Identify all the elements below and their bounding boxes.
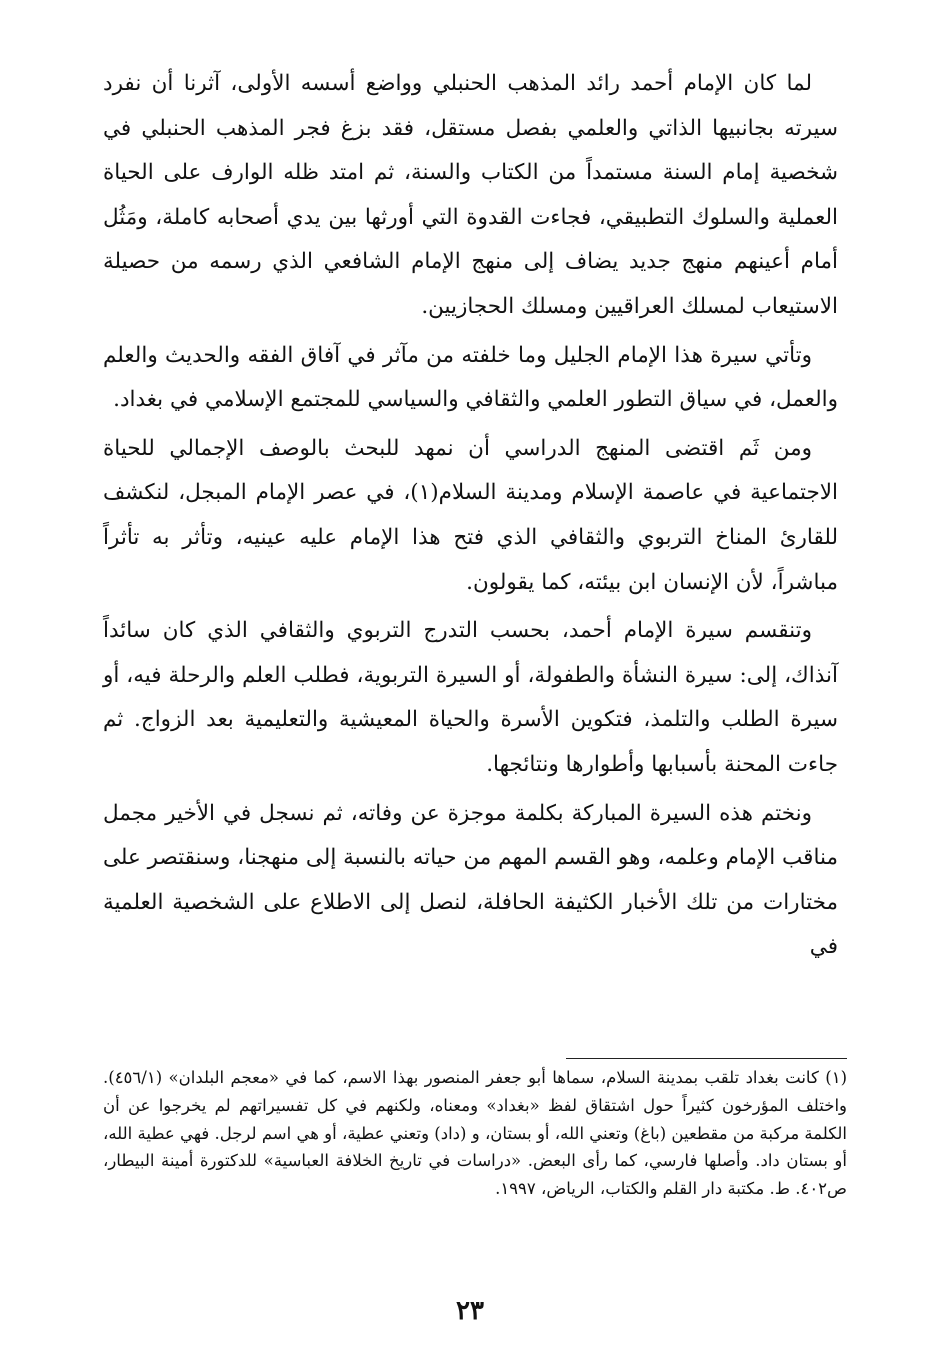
paragraph-2: وتأتي سيرة هذا الإمام الجليل وما خلفته من مآثر في آفاق الفقه والحديث والعلم والعمل، في سياق التطور العلمي والثقافي والسياسي للمجتمع الإسلامي في بغداد. bbox=[103, 342, 838, 413]
footnote-separator bbox=[566, 1058, 847, 1059]
paragraph-5: ونختم هذه السيرة المباركة بكلمة موجزة عن وفاته، ثم نسجل في الأخير مجمل مناقب الإمام وعلمه، وهو القسم المهم من حياته بالنسبة إلى منهجنا، وسنقتصر على مختارات من تلك الأخبار الكثيفة الحافلة، لنصل إلى الاطلاع على الشخصية العلمية في bbox=[102, 800, 838, 960]
page-number: ٢٣ bbox=[456, 1296, 484, 1326]
main-text bbox=[103, 62, 838, 974]
paragraph-3: ومن ثَم اقتضى المنهج الدراسي أن نمهد للبحث بالوصف الإجمالي للحياة الاجتماعية في عاصمة الإسلام ومدينة السلام(١)، في عصر الإمام المبجل، لنكشف للقارئ المناخ التربوي والثقافي الذي فتح هذا الإمام عليه عينيه، وتأثر به تأثراً مباشراً، لأن الإنسان ابن بيئته، كما يقولون. bbox=[103, 435, 838, 595]
paragraph-4: وتنقسم سيرة الإمام أحمد، بحسب التدرج التربوي والثقافي الذي كان سائداً آنذاك، إلى: سيرة النشأة والطفولة، أو السيرة التربوية، فطلب العلم والرحلة فيه، أو سيرة الطلب والتلمذ، فتكوين الأسرة والحياة المعيشية والتعليمية بعد الزواج. ثم جاءت المحنة بأسبابها وأطوارها ونتائجها. bbox=[103, 618, 838, 777]
paragraph-1: لما كان الإمام أحمد رائد المذهب الحنبلي وواضع أسسه الأولى، آثرنا أن نفرد سيرته بجانبيها الذاتي والعلمي بفصل مستقل، فقد بزغ فجر المذهب الحنبلي في شخصية إمام السنة مستمداً من الكتاب والسنة، ثم امتد ظله الوارف على الحياة العملية والسلوك التطبيقي، فجاءت القدوة التي أورثها بين يدي أصحابه كاملة، ومَثُل أمام أعينهم منهج جديد يضاف إلى منهج الإمام الشافعي الذي رسمه من حصيلة الاستيعاب لمسلك العراقيين ومسلك الحجازيين. bbox=[103, 71, 838, 319]
footnotes bbox=[103, 1064, 847, 1203]
footnote-1: (١) كانت بغداد تلقب بمدينة السلام، سماها أبو جعفر المنصور بهذا الاسم، كما في «معجم البلدان» (٤٥٦/١). واختلف المؤرخون كثيراً حول اشتقاق لفظ «بغداد» ومعناه، ولكنهم في كل تفسيراتهم لم يخرجوا عن أن الكلمة مركبة من مقطعين (باغ) وتعني الله، أو بستان، و (داد) وتعني عطية، أو هي اسم لرجل. فهي عطية الله، أو بستان داد. وأصلها فارسي، كما رأى البعض. «دراسات في تاريخ الخلافة العباسية» للدكتورة أمينة البيطار، ص٤٠٢. ط. مكتبة دار القلم والكتاب، الرياض، ١٩٩٧. bbox=[103, 1068, 847, 1199]
